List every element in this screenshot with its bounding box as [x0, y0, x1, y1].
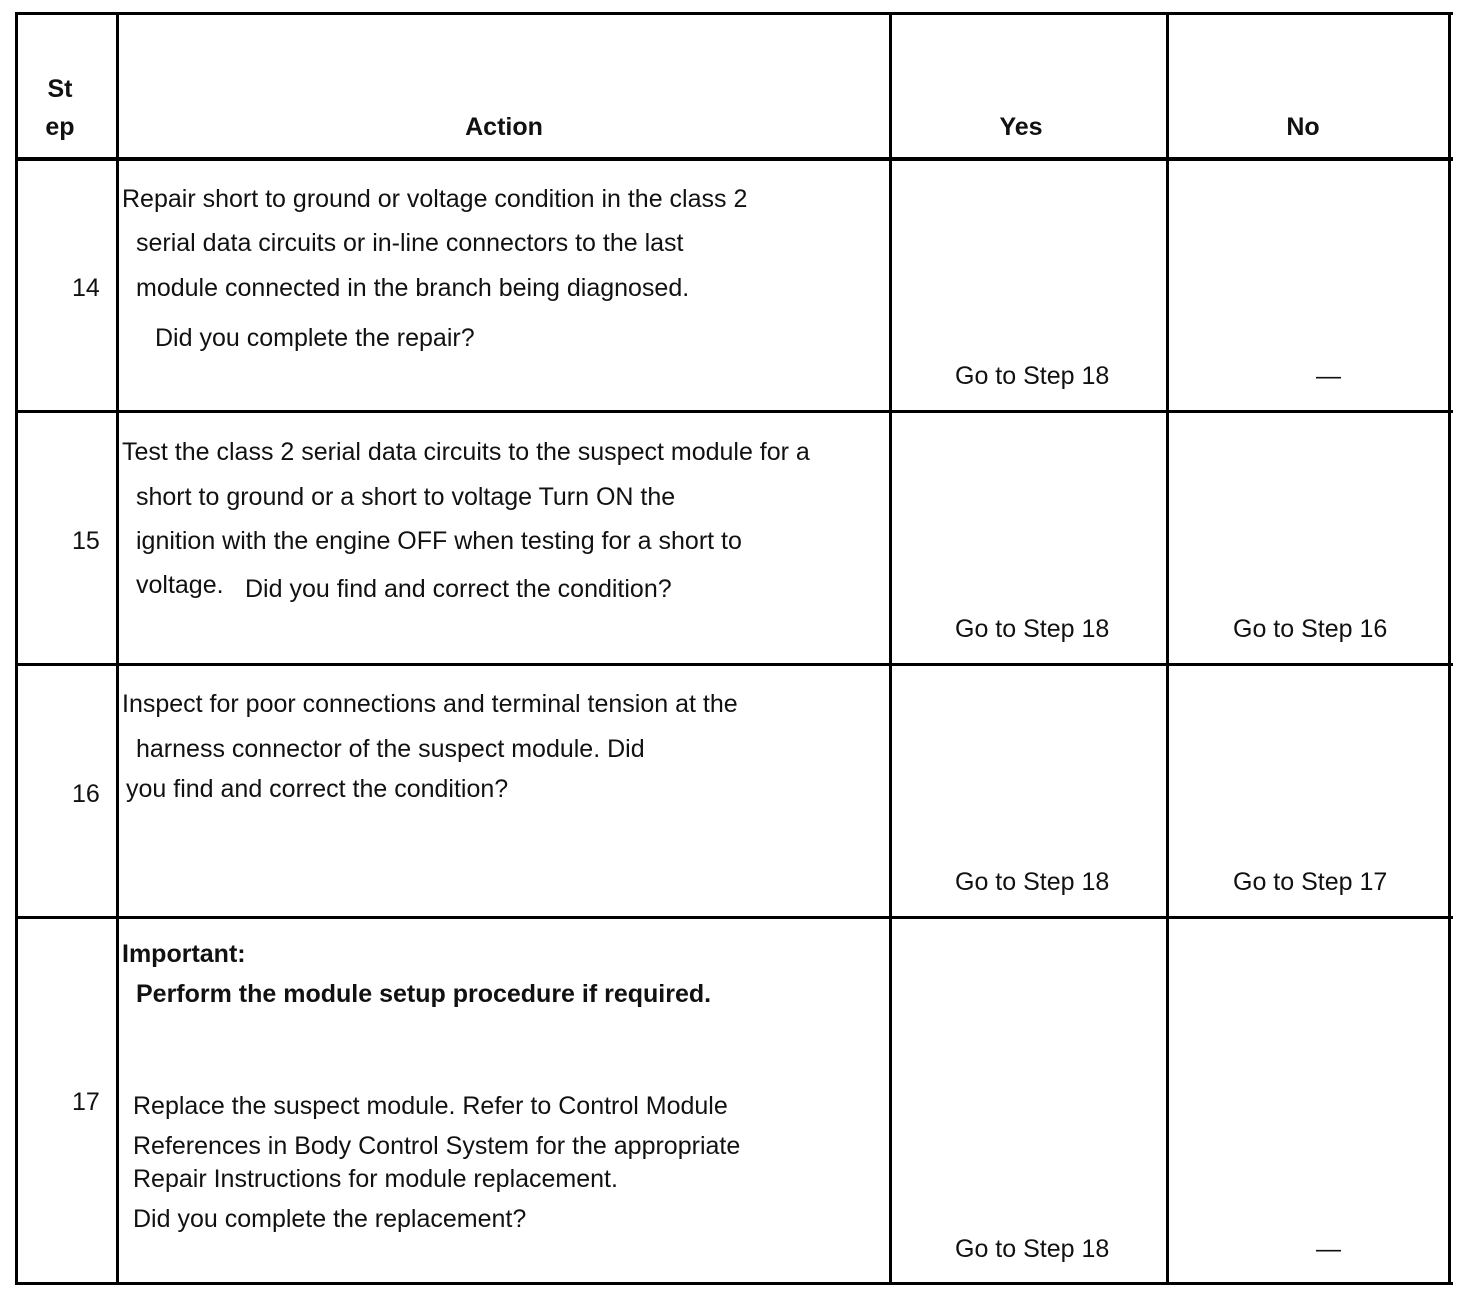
action-line: Did you complete the replacement?	[133, 1205, 527, 1233]
step-number: 17	[72, 1088, 100, 1116]
action-line: serial data circuits or in-line connectors to the last	[136, 229, 684, 257]
column-divider	[1166, 12, 1169, 1285]
no-result: —	[1316, 1235, 1341, 1263]
action-line: Did you complete the repair?	[155, 324, 475, 352]
table-border-left	[15, 12, 18, 1285]
important-note: Perform the module setup procedure if required.	[136, 980, 712, 1008]
table-border-right	[1448, 12, 1451, 1285]
action-line: Repair short to ground or voltage condition in the class 2	[122, 185, 748, 213]
action-line: you find and correct the condition?	[126, 775, 509, 803]
row-divider	[15, 663, 1453, 666]
table-border-bottom	[15, 1282, 1453, 1285]
action-line: harness connector of the suspect module. Did	[136, 735, 645, 763]
column-divider	[116, 12, 119, 1285]
no-result: —	[1316, 362, 1341, 390]
action-line: voltage.	[136, 571, 224, 599]
step-number: 16	[72, 780, 100, 808]
row-divider	[15, 916, 1453, 919]
no-result: Go to Step 17	[1233, 868, 1388, 896]
header-step-line2: ep	[45, 113, 75, 141]
action-line: References in Body Control System for the appropriate	[133, 1132, 741, 1160]
column-divider	[889, 12, 892, 1285]
yes-result: Go to Step 18	[955, 362, 1110, 390]
header-divider	[15, 157, 1453, 161]
action-line: Did you find and correct the condition?	[245, 575, 672, 603]
no-result: Go to Step 16	[1233, 615, 1388, 643]
action-line: Test the class 2 serial data circuits to the suspect module for a	[122, 438, 810, 466]
action-line: module connected in the branch being diagnosed.	[136, 274, 690, 302]
action-line: Repair Instructions for module replacement.	[133, 1165, 618, 1193]
action-line: ignition with the engine OFF when testing for a short to	[136, 527, 742, 555]
table-border-top	[15, 12, 1453, 15]
action-line: Replace the suspect module. Refer to Control Module	[133, 1092, 728, 1120]
step-number: 14	[72, 274, 100, 302]
row-divider	[15, 410, 1453, 413]
important-label: Important:	[122, 940, 246, 968]
yes-result: Go to Step 18	[955, 868, 1110, 896]
header-no: No	[1286, 113, 1320, 141]
step-number: 15	[72, 527, 100, 555]
yes-result: Go to Step 18	[955, 615, 1110, 643]
header-action: Action	[465, 113, 543, 141]
header-yes: Yes	[999, 113, 1043, 141]
yes-result: Go to Step 18	[955, 1235, 1110, 1263]
action-line: Inspect for poor connections and terminal tension at the	[122, 690, 738, 718]
action-line: short to ground or a short to voltage Turn ON the	[136, 483, 676, 511]
header-step-line1: St	[47, 75, 73, 103]
